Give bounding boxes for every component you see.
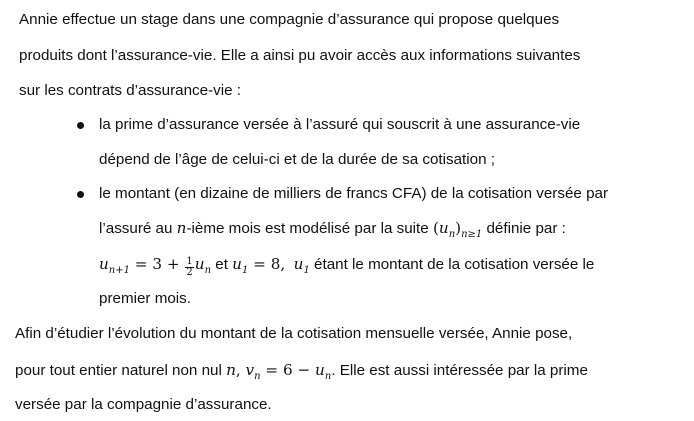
paragraph-2-line-2-text-a: pour tout entier naturel non nul <box>15 362 227 379</box>
recurrence-u2: u <box>194 255 205 273</box>
bullet-1-line-1: la prime d’assurance versée à l’assuré qui souscrit à une assurance-vie <box>99 116 581 133</box>
recurrence-u-subscript: n+1 <box>108 265 130 276</box>
bullet-2-line-2 <box>99 218 566 245</box>
text-et: et <box>211 256 233 273</box>
math-v: v <box>245 361 255 379</box>
bullet-2-line-2-text-b: -ième mois est modélisé par la suite <box>186 220 433 237</box>
fraction-one-half <box>185 257 193 278</box>
paragraph-2-line-2-text-b: . Elle est aussi intéressée par la prime <box>331 362 588 379</box>
math-v-subscript: n <box>254 371 261 382</box>
paragraph-2-line-2 <box>15 360 588 387</box>
bullet-2-line-3-tail: étant le montant de la cotisation versée le <box>309 256 595 273</box>
math-u-subscript: n <box>324 371 332 382</box>
math-u: u <box>315 361 325 379</box>
initial-equals: = 8, <box>248 255 286 273</box>
u1-symbol: u <box>293 255 304 273</box>
sequence-paren-open: ( <box>432 219 439 237</box>
bullet-2-line-3 <box>99 254 594 281</box>
bullet-point-icon <box>77 122 84 129</box>
recurrence-equals: = 3 + <box>129 255 185 273</box>
bullet-2-line-1: le montant (en dizaine de milliers de francs CFA) de la cotisation versée par <box>99 185 609 202</box>
sequence-u: u <box>438 219 449 237</box>
paragraph-2-line-1: Afin d’étudier l’évolution du montant de la cotisation mensuelle versée, Annie pose, <box>15 325 573 342</box>
bullet-1-line-2: dépend de l’âge de celui-ci et de la durée de sa cotisation ; <box>99 151 495 168</box>
recurrence-u2-subscript: n <box>204 265 212 276</box>
sequence-paren-close: ) <box>455 219 462 237</box>
paragraph-1-line-1: Annie effectue un stage dans une compagnie d’assurance qui propose quelques <box>19 11 560 28</box>
math-comma: , <box>235 361 246 379</box>
initial-u: u <box>232 255 242 273</box>
bullet-2-line-4: premier mois. <box>99 290 191 307</box>
paragraph-1-line-3: sur les contrats d’assurance-vie : <box>19 82 241 99</box>
recurrence-u: u <box>99 255 109 273</box>
math-n: n <box>226 361 236 379</box>
initial-u-subscript: 1 <box>241 265 249 276</box>
u1-subscript: 1 <box>303 265 310 276</box>
fraction-denominator: 2 <box>186 267 193 278</box>
sequence-u-subscript: n <box>448 229 456 240</box>
math-equals: = 6 − <box>260 361 316 379</box>
paragraph-1-line-2: produits dont l’assurance-vie. Elle a ainsi pu avoir accès aux informations suivantes <box>19 47 581 64</box>
fraction-numerator: 1 <box>186 256 193 267</box>
math-n: n <box>176 219 187 237</box>
bullet-2-line-2-text-c: définie par : <box>482 220 566 237</box>
paragraph-2-line-3: versée par la compagnie d’assurance. <box>15 396 272 413</box>
bullet-2-line-2-text-a: l’assuré au <box>99 220 177 237</box>
bullet-point-icon <box>77 191 84 198</box>
sequence-index-condition: n≥1 <box>461 229 483 240</box>
